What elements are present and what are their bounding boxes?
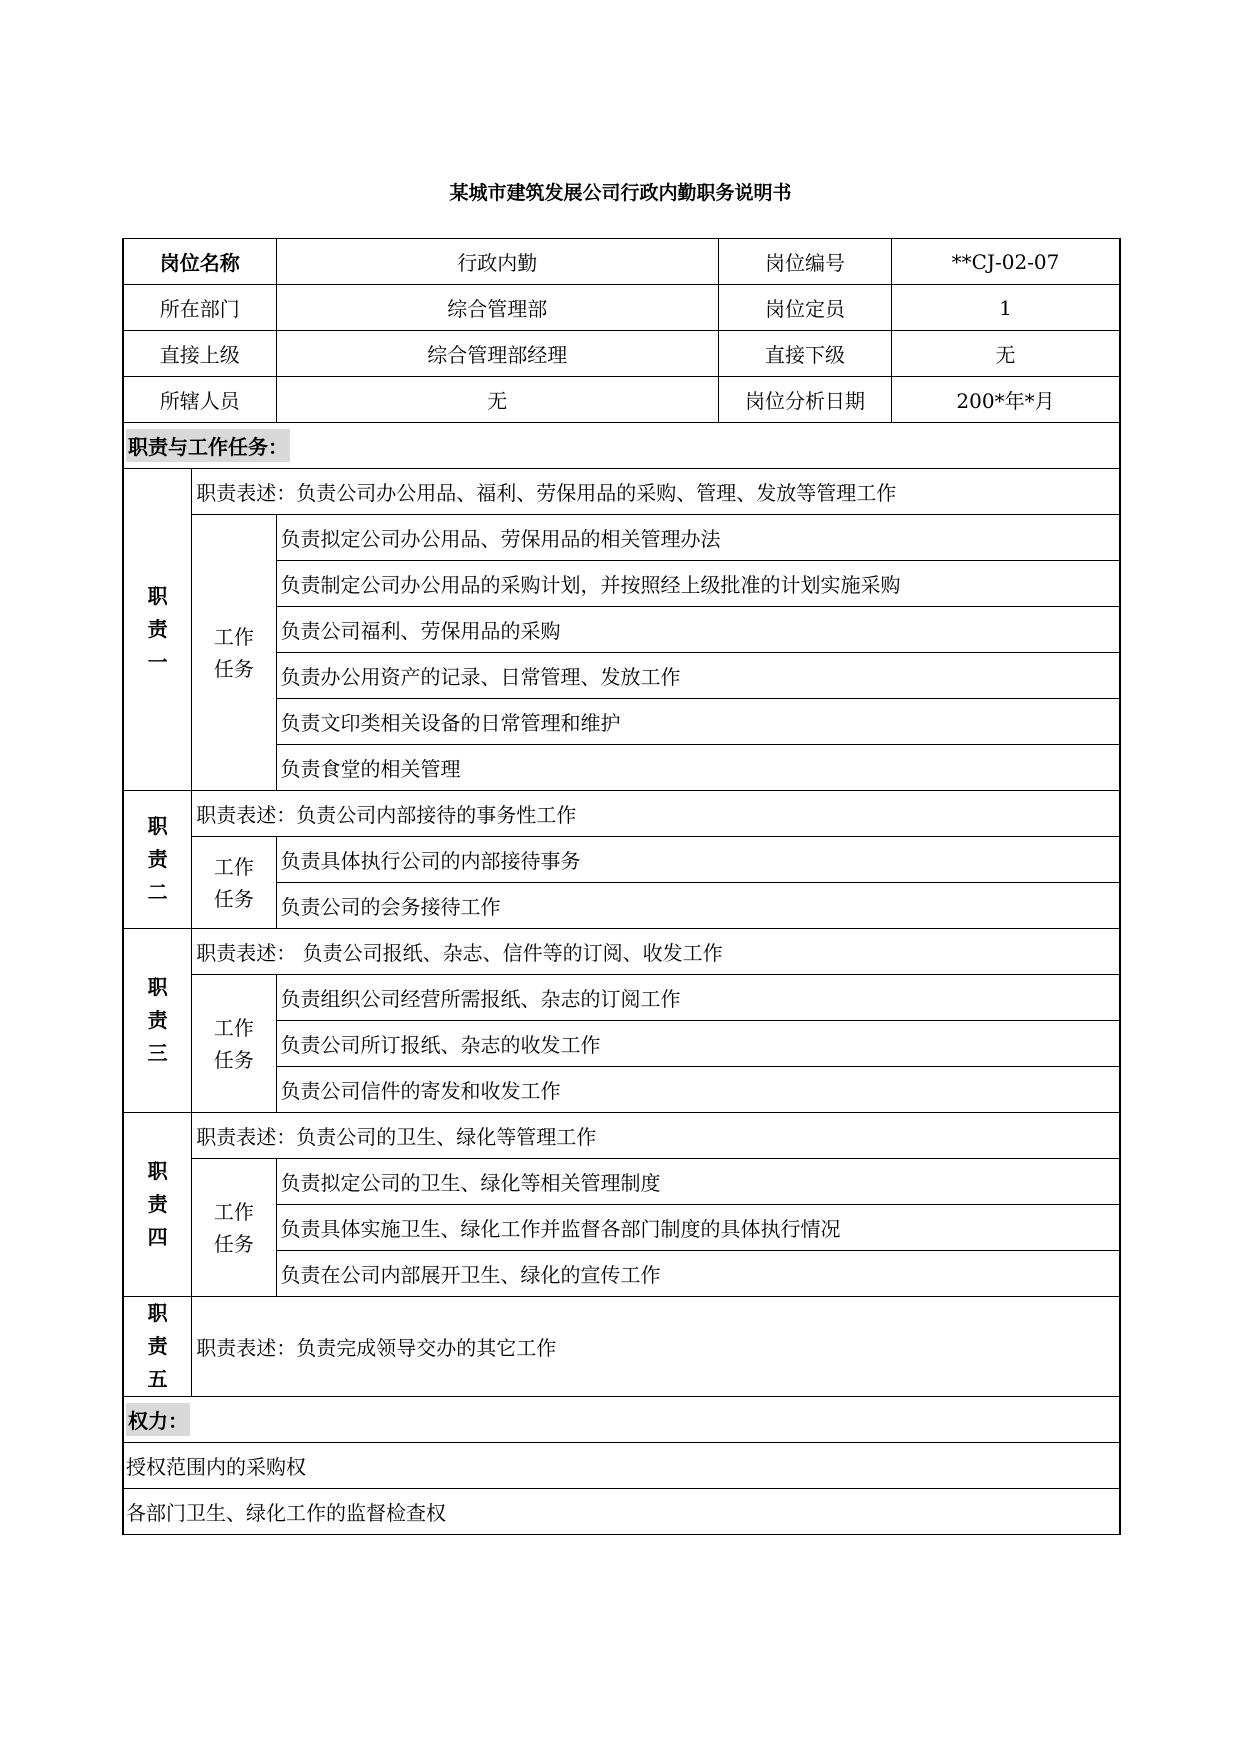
task-item: 负责办公用资产的记录、日常管理、发放工作 xyxy=(276,653,1120,699)
field-label: 所在部门 xyxy=(123,285,276,331)
task-item: 负责拟定公司的卫生、绿化等相关管理制度 xyxy=(276,1159,1120,1205)
header-row xyxy=(123,377,1120,423)
task-label xyxy=(192,515,276,791)
duty-label xyxy=(123,1113,192,1297)
task-item: 负责制定公司办公用品的采购计划，并按照经上级批准的计划实施采购 xyxy=(276,561,1120,607)
duty-label-char: 职 xyxy=(147,1301,168,1325)
task-label-line: 工作 xyxy=(213,854,254,879)
task-item: 负责公司信件的寄发和收发工作 xyxy=(276,1067,1120,1113)
task-row xyxy=(123,837,1120,883)
field-label: 岗位名称 xyxy=(123,239,276,285)
field-value: 无 xyxy=(276,377,718,423)
task-row xyxy=(123,975,1120,1021)
field-label: 岗位编号 xyxy=(719,239,892,285)
field-value: **CJ-02-07 xyxy=(892,239,1120,285)
duty-label-char: 责 xyxy=(147,1334,168,1358)
responsibilities-heading-cell xyxy=(123,423,1120,469)
header-row xyxy=(123,331,1120,377)
header-row xyxy=(123,285,1120,331)
duty-statement-row xyxy=(123,791,1120,837)
task-label-line: 工作 xyxy=(213,1015,254,1040)
authority-item: 授权范围内的采购权 xyxy=(123,1443,1120,1489)
task-item: 负责具体实施卫生、绿化工作并监督各部门制度的具体执行情况 xyxy=(276,1205,1120,1251)
authority-row xyxy=(123,1489,1120,1535)
duty-label-char: 责 xyxy=(147,1008,168,1032)
header-row xyxy=(123,239,1120,285)
task-label-line: 任务 xyxy=(213,1231,254,1256)
task-label xyxy=(192,837,276,929)
duty-statement-row xyxy=(123,1113,1120,1159)
responsibilities-heading: 职责与工作任务： xyxy=(126,429,290,462)
task-item: 负责组织公司经营所需报纸、杂志的订阅工作 xyxy=(276,975,1120,1021)
authority-heading: 权力： xyxy=(126,1403,190,1436)
authority-row xyxy=(123,1443,1120,1489)
field-label: 岗位分析日期 xyxy=(719,377,892,423)
duty-label-char: 职 xyxy=(147,584,168,608)
task-item: 负责拟定公司办公用品、劳保用品的相关管理办法 xyxy=(276,515,1120,561)
duty-label-char: 责 xyxy=(147,847,168,871)
task-item: 负责公司福利、劳保用品的采购 xyxy=(276,607,1120,653)
task-item: 负责食堂的相关管理 xyxy=(276,745,1120,791)
duty-statement-row xyxy=(123,929,1120,975)
duty-statement: 职责表述：负责完成领导交办的其它工作 xyxy=(192,1297,1120,1397)
duty-label-char: 三 xyxy=(147,1041,168,1065)
task-label-line: 任务 xyxy=(213,656,254,681)
duty-label xyxy=(123,1297,192,1397)
task-item: 负责具体执行公司的内部接待事务 xyxy=(276,837,1120,883)
task-item: 负责公司所订报纸、杂志的收发工作 xyxy=(276,1021,1120,1067)
duty-label-char: 五 xyxy=(147,1367,168,1391)
duty-label-char: 一 xyxy=(147,650,168,674)
task-label xyxy=(192,975,276,1113)
field-label: 直接上级 xyxy=(123,331,276,377)
duty-label-char: 四 xyxy=(147,1225,168,1249)
duty-label-char: 二 xyxy=(147,880,168,904)
task-label-line: 任务 xyxy=(213,886,254,911)
authority-heading-cell xyxy=(123,1397,1120,1443)
field-label: 岗位定员 xyxy=(719,285,892,331)
task-item: 负责公司的会务接待工作 xyxy=(276,883,1120,929)
duty-label xyxy=(123,929,192,1113)
section-row xyxy=(123,1397,1120,1443)
task-label-line: 工作 xyxy=(213,624,254,649)
field-value: 200*年*月 xyxy=(892,377,1120,423)
task-row xyxy=(123,1159,1120,1205)
task-label xyxy=(192,1159,276,1297)
duty-statement: 职责表述：负责公司办公用品、福利、劳保用品的采购、管理、发放等管理工作 xyxy=(192,469,1120,515)
field-value: 无 xyxy=(892,331,1120,377)
duty-statement-row xyxy=(123,1297,1120,1397)
duty-statement: 职责表述：负责公司内部接待的事务性工作 xyxy=(192,791,1120,837)
field-value: 综合管理部经理 xyxy=(276,331,718,377)
page-title: 某城市建筑发展公司行政内勤职务说明书 xyxy=(449,182,792,204)
task-label-line: 任务 xyxy=(213,1047,254,1072)
job-description-table xyxy=(122,238,1121,1535)
field-label: 直接下级 xyxy=(719,331,892,377)
duty-label-char: 职 xyxy=(147,814,168,838)
duty-label-char: 职 xyxy=(147,1159,168,1183)
duty-label-char: 职 xyxy=(147,975,168,999)
task-item: 负责文印类相关设备的日常管理和维护 xyxy=(276,699,1120,745)
task-item: 负责在公司内部展开卫生、绿化的宣传工作 xyxy=(276,1251,1120,1297)
duty-label-char: 责 xyxy=(147,1192,168,1216)
duty-statement-row xyxy=(123,469,1120,515)
section-row xyxy=(123,423,1120,469)
duty-statement: 职责表述： 负责公司报纸、杂志、信件等的订阅、收发工作 xyxy=(192,929,1120,975)
authority-item: 各部门卫生、绿化工作的监督检查权 xyxy=(123,1489,1120,1535)
field-value: 行政内勤 xyxy=(276,239,718,285)
task-label-line: 工作 xyxy=(213,1199,254,1224)
duty-label-char: 责 xyxy=(147,617,168,641)
field-value: 1 xyxy=(892,285,1120,331)
duty-label xyxy=(123,791,192,929)
field-value: 综合管理部 xyxy=(276,285,718,331)
duty-label xyxy=(123,469,192,791)
duty-statement: 职责表述：负责公司的卫生、绿化等管理工作 xyxy=(192,1113,1120,1159)
task-row xyxy=(123,515,1120,561)
field-label: 所辖人员 xyxy=(123,377,276,423)
